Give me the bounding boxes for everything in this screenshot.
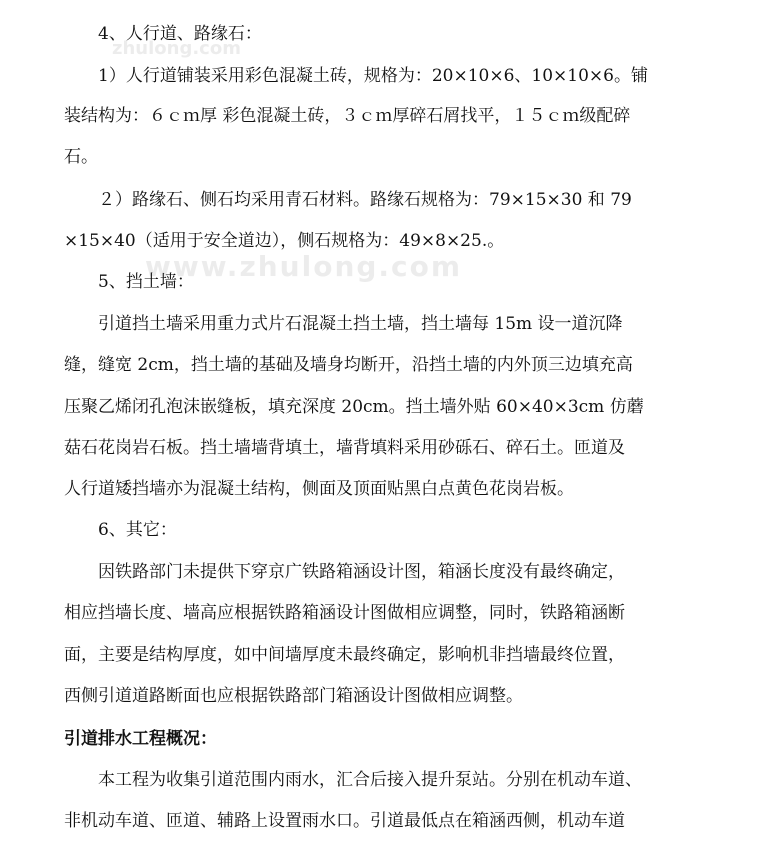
paragraph-3-line-4: 菇石花岗岩石板。挡土墙墙背填土，墙背填料采用砂砾石、碎石土。匝道及 [64,438,625,458]
watermark-large: www.zhulong.com [145,250,463,283]
paragraph-2-line-2: ×15×40（适用于安全道边），侧石规格为：49×8×25.。 [64,231,505,251]
section-4-heading: 4、人行道、路缘石： [98,24,262,44]
paragraph-3-line-3: 压聚乙烯闭孔泡沫嵌缝板，填充深度 20cm。挡土墙外贴 60×40×3cm 仿蘑 [64,397,644,417]
paragraph-3-line-1: 引道挡土墙采用重力式片石混凝土挡土墙，挡土墙每 15m 设一道沉降 [98,314,623,334]
paragraph-5-line-2: 非机动车道、匝道、辅路上设置雨水口。引道最低点在箱涵西侧，机动车道 [64,811,625,831]
section-5-heading: 5、挡土墙： [98,272,194,292]
paragraph-5-line-1: 本工程为收集引道范围内雨水，汇合后接入提升泵站。分别在机动车道、 [98,770,642,790]
drainage-section-heading: 引道排水工程概况： [64,729,217,749]
paragraph-3-line-5: 人行道矮挡墙亦为混凝土结构，侧面及顶面贴黑白点黄色花岗岩板。 [64,479,574,499]
paragraph-4-line-3: 面，主要是结构厚度，如中间墙厚度未最终确定，影响机非挡墙最终位置， [64,645,625,665]
paragraph-1-line-2: 装结构为：６ｃｍ厚 彩色混凝土砖，３ｃｍ厚碎石屑找平，１５ｃｍ级配碎 [64,106,631,126]
paragraph-2-line-1: ２）路缘石、侧石均采用青石材料。路缘石规格为：79×15×30 和 79 [98,190,632,210]
paragraph-1-line-1: 1）人行道铺装采用彩色混凝土砖，规格为：20×10×6、10×10×6。铺 [98,66,648,86]
paragraph-4-line-1: 因铁路部门未提供下穿京广铁路箱涵设计图，箱涵长度没有最终确定， [98,562,625,582]
watermark-small: zhulong.com [112,38,241,59]
paragraph-4-line-4: 西侧引道道路断面也应根据铁路部门箱涵设计图做相应调整。 [64,686,523,706]
paragraph-1-line-3: 石。 [64,147,98,167]
section-6-heading: 6、其它： [98,520,177,540]
paragraph-3-line-2: 缝，缝宽 2cm，挡土墙的基础及墙身均断开，沿挡土墙的内外顶三边填充高 [64,355,633,375]
paragraph-4-line-2: 相应挡墙长度、墙高应根据铁路箱涵设计图做相应调整，同时，铁路箱涵断 [64,603,625,623]
